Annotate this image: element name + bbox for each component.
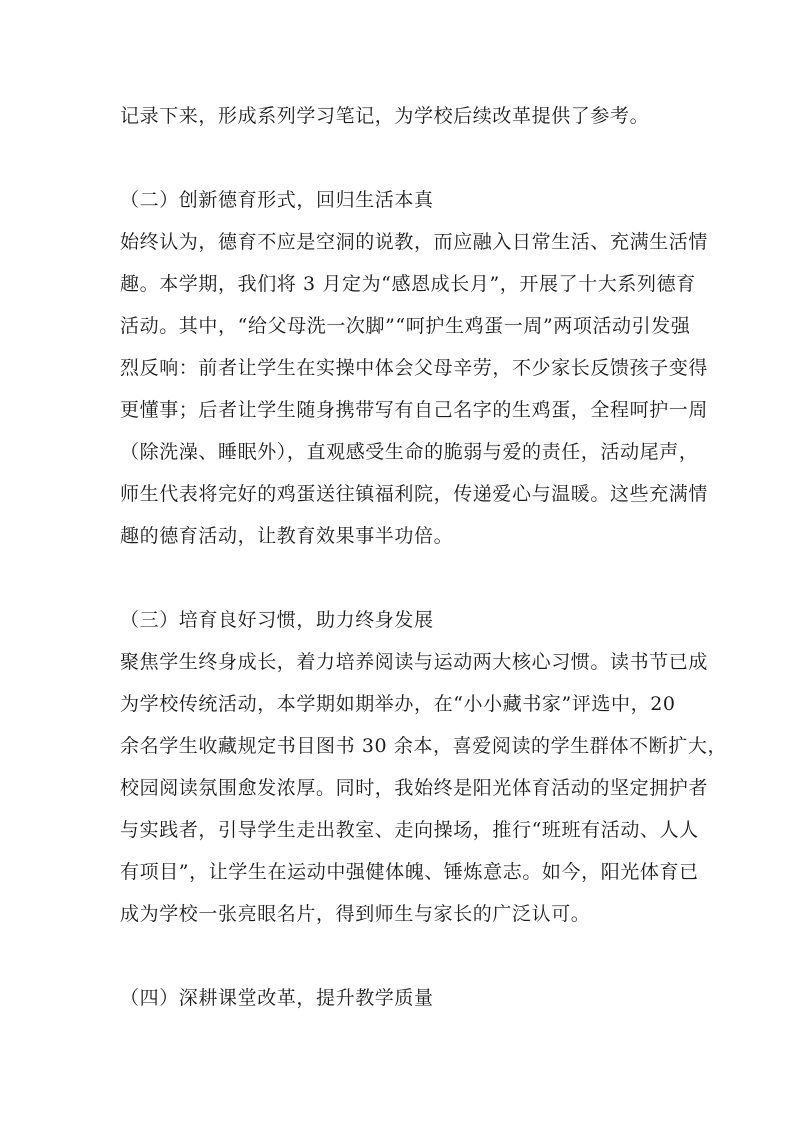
paragraph-line: 活动。其中，“给父母洗一次脚”“呵护生鸡蛋一周”两项活动引发强 — [120, 315, 691, 337]
paragraph-line: 始终认为，德育不应是空洞的说教，而应融入日常生活、充满生活情 — [120, 231, 709, 253]
paragraph-line: 聚焦学生终身成长，着力培养阅读与运动两大核心习惯。读书节已成 — [120, 651, 709, 673]
paragraph-line: 记录下来，形成系列学习笔记，为学校后续改革提供了参考。 — [120, 105, 650, 127]
paragraph-line: 师生代表将完好的鸡蛋送往镇福利院，传递爱心与温暖。这些充满情 — [120, 483, 709, 505]
paragraph-line: （除洗澡、睡眠外），直观感受生命的脆弱与爱的责任，活动尾声， — [120, 441, 699, 463]
section-heading-3: （三）培育良好习惯，助力终身发展 — [120, 609, 434, 631]
paragraph-line: 趣的德育活动，让教育效果事半功倍。 — [120, 525, 454, 547]
paragraph-line: 趣。本学期，我们将 3 月定为“感恩成长月”，开展了十大系列德育 — [120, 273, 696, 295]
paragraph-line: 为学校传统活动，本学期如期举办，在“小小藏书家”评选中，20 — [120, 693, 676, 715]
paragraph-line: 更懂事；后者让学生随身携带写有自己名字的生鸡蛋，全程呵护一周 — [120, 399, 709, 421]
section-heading-2: （二）创新德育形式，回归生活本真 — [120, 189, 434, 211]
paragraph-line: 校园阅读氛围愈发浓厚。同时，我始终是阳光体育活动的坚定拥护者 — [120, 777, 709, 799]
section-heading-4: （四）深耕课堂改革，提升教学质量 — [120, 987, 434, 1009]
paragraph-line: 与实践者，引导学生走出教室、走向操场，推行“班班有活动、人人 — [120, 819, 699, 841]
paragraph-line: 烈反响：前者让学生在实操中体会父母辛劳，不少家长反馈孩子变得 — [120, 357, 709, 379]
paragraph-line: 余名学生收藏规定书目图书 30 余本，喜爱阅读的学生群体不断扩大， — [120, 735, 728, 757]
paragraph-line: 有项目”，让学生在运动中强健体魄、锤炼意志。如今，阳光体育已 — [120, 861, 699, 883]
paragraph-line: 成为学校一张亮眼名片，得到师生与家长的广泛认可。 — [120, 903, 591, 925]
